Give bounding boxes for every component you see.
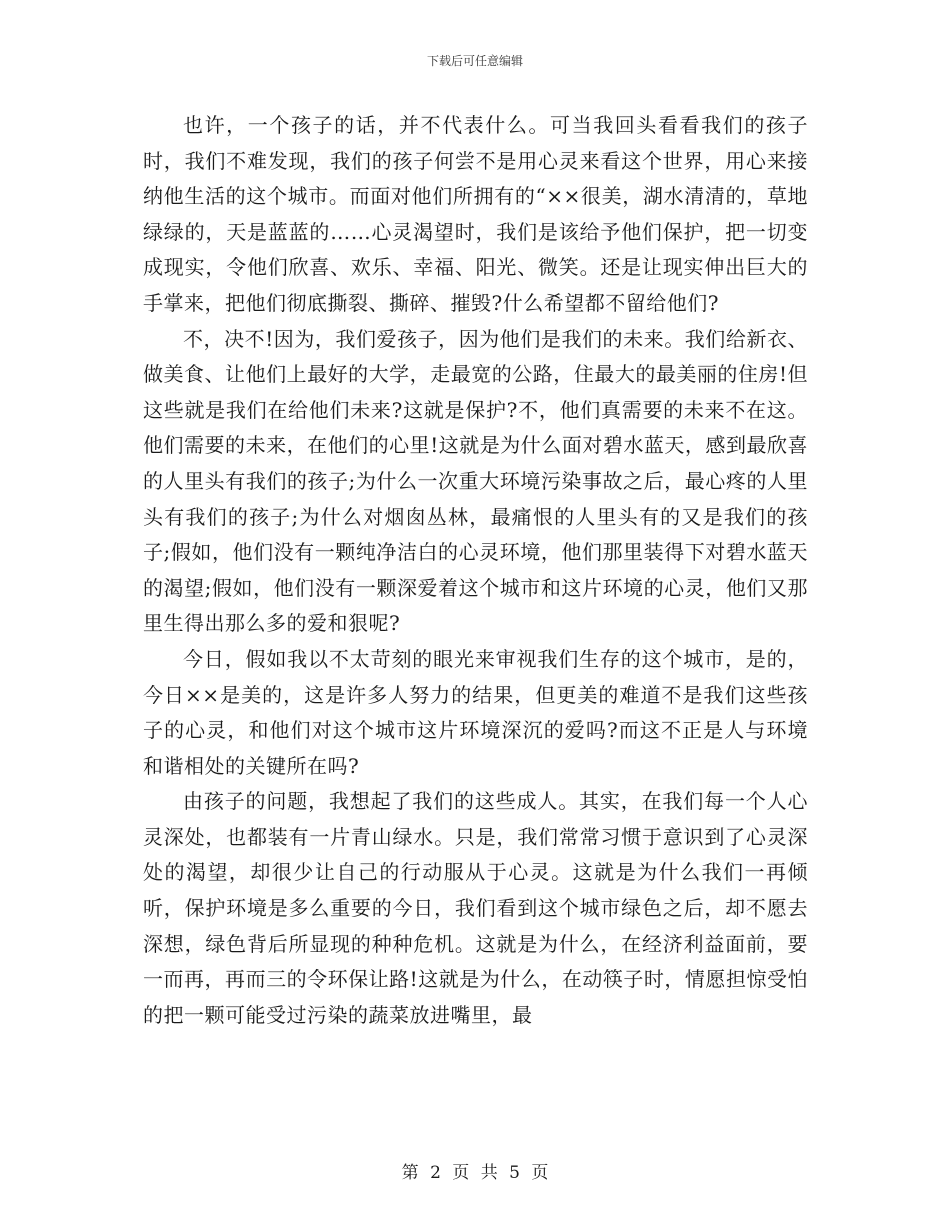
page-header: 下载后可任意编辑 xyxy=(426,54,523,68)
paragraph: 由孩子的问题，我想起了我们的这些成人。其实，在我们每一个人心灵深处，也都装有一片青山绿水。只是，我们常常习惯于意识到了心灵深处的渴望，却很少让自己的行动服从于心灵。这就是为什么我们一再倾听，保护环境是多么重要的今日，我们看到这个城市绿色之后，却不愿去深想，绿色背后所显现的种种危机。这就是为什么，在经济利益面前，要一而再，再而三的令环保让路!这就是为什么，在动筷子时，情愿担惊受怕的把一颗可能受过污染的蔬菜放进嘴里，最 xyxy=(143,789,808,1027)
footer-prefix: 第 xyxy=(401,1163,419,1183)
current-page-number: 2 xyxy=(430,1163,441,1183)
paragraph: 今日，假如我以不太苛刻的眼光来审视我们生存的这个城市，是的，今日××是美的，这是许多人努力的结果，但更美的难道不是我们这些孩子的心灵，和他们对这个城市这片环境深沉的爱吗?而这不正是人与环境和谐相处的关键所在吗? xyxy=(143,646,808,778)
footer-total-prefix: 共 xyxy=(480,1163,498,1183)
page-number-footer xyxy=(0,1158,950,1183)
total-page-number: 5 xyxy=(509,1163,520,1183)
paragraph: 也许，一个孩子的话，并不代表什么。可当我回头看看我们的孩子时，我们不难发现，我们的孩子何尝不是用心灵来看这个世界，用心来接纳他生活的这个城市。而面对他们所拥有的“××很美，湖水清清的，草地绿绿的，天是蓝蓝的……心灵渴望时，我们是该给予他们保护，把一切变成现实，令他们欣喜、欢乐、幸福、阳光、微笑。还是让现实伸出巨大的手掌来，把他们彻底撕裂、撕碎、摧毁?什么希望都不留给他们? xyxy=(143,113,808,315)
document-body xyxy=(143,108,808,1033)
footer-total-unit: 页 xyxy=(531,1163,549,1183)
footer-page-unit: 页 xyxy=(452,1163,470,1183)
paragraph: 不，决不!因为，我们爱孩子，因为他们是我们的未来。我们给新衣、做美食、让他们上最好的大学，走最宽的公路，住最大的最美丽的住房!但这些就是我们在给他们未来?这就是保护?不，他们真需要的未来不在这。他们需要的未来，在他们的心里!这就是为什么面对碧水蓝天，感到最欣喜的人里头有我们的孩子;为什么一次重大环境污染事故之后，最心疼的人里头有我们的孩子;为什么对烟囱丛林，最痛恨的人里头有的又是我们的孩子;假如，他们没有一颗纯净洁白的心灵环境，他们那里装得下对碧水蓝天的渴望;假如，他们没有一颗深爱着这个城市和这片环境的心灵，他们又那里生得出那么多的爱和狠呢? xyxy=(143,326,808,636)
